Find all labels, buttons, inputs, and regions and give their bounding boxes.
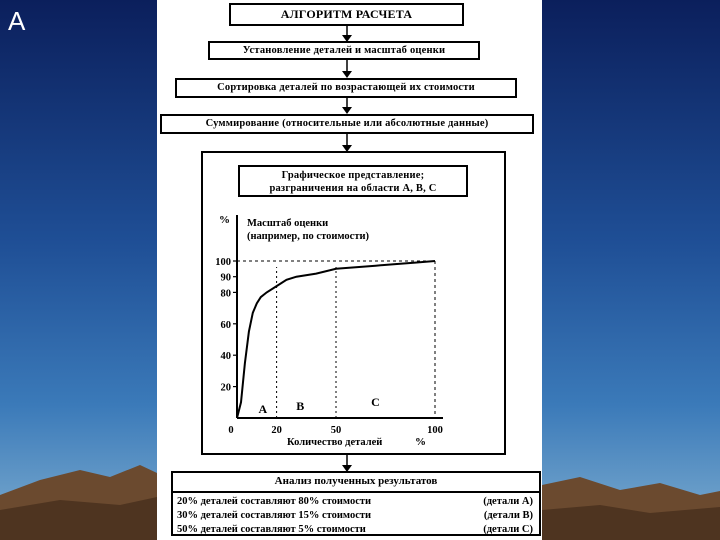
- x-tick-label: 50: [330, 425, 342, 436]
- results-title: Анализ полученных результатов: [173, 473, 539, 493]
- region-label: A: [258, 402, 268, 416]
- step-3-label: Суммирование (относительные или абсолютные данные): [205, 118, 489, 129]
- step-2-label: Сортировка деталей по возрастающей их стоимости: [217, 82, 475, 93]
- region-label: B: [296, 399, 305, 413]
- x-unit-label: %: [415, 436, 426, 448]
- y-tick-label: 40: [220, 351, 231, 363]
- y-unit-label: %: [219, 214, 230, 226]
- results-box: [171, 471, 541, 536]
- arrow-down-icon: [341, 455, 353, 472]
- x-tick-label: 20: [271, 425, 282, 436]
- results-row: [177, 523, 535, 536]
- results-statement: 50% деталей составляют 5% стоимости: [177, 524, 366, 535]
- arrow-down-icon: [341, 60, 353, 78]
- results-note: (детали С): [483, 524, 533, 535]
- region-label: C: [371, 395, 380, 409]
- arrow-down-icon: [341, 98, 353, 114]
- arrow-down-icon: [341, 26, 353, 42]
- y-tick-label: 60: [220, 319, 231, 331]
- step-box-1: [208, 41, 480, 60]
- step-1-label: Установление деталей и масштаб оценки: [242, 45, 446, 56]
- y-tick-label: 100: [215, 257, 231, 268]
- algorithm-title: АЛГОРИТМ РАСЧЕТА: [280, 7, 413, 21]
- results-row: [177, 509, 535, 522]
- x-axis-label: Количество деталей: [287, 437, 383, 448]
- results-statement: 20% деталей составляют 80% стоимости: [177, 496, 372, 507]
- graph-panel: [201, 151, 506, 455]
- y-tick-label: 80: [220, 288, 231, 300]
- step-box-2: [175, 78, 517, 98]
- graph-description-line-1: Графическое представление;: [281, 170, 425, 181]
- step-box-3: [160, 114, 534, 134]
- y-tick-label: 90: [220, 272, 231, 284]
- results-note: (детали А): [483, 496, 533, 507]
- arrow-down-icon: [341, 134, 353, 152]
- pareto-chart: [203, 153, 504, 453]
- annotation-line-1: Масштаб оценки: [247, 218, 329, 229]
- results-statement: 30% деталей составляют 15% стоимости: [177, 510, 372, 521]
- cumulative-curve: [237, 261, 435, 418]
- x-tick-label: 100: [427, 425, 443, 436]
- results-row: [177, 495, 535, 508]
- slide-letter: A: [8, 6, 26, 36]
- annotation-line-2: (например, по стоимости): [247, 231, 370, 242]
- algorithm-title-box: [229, 3, 464, 26]
- graph-description-line-2: разграничения на области A, B, C: [269, 183, 437, 194]
- results-note: (детали В): [483, 510, 533, 521]
- document-page: [157, 0, 542, 540]
- y-tick-label: 20: [220, 382, 231, 394]
- x-tick-label: 0: [228, 425, 234, 436]
